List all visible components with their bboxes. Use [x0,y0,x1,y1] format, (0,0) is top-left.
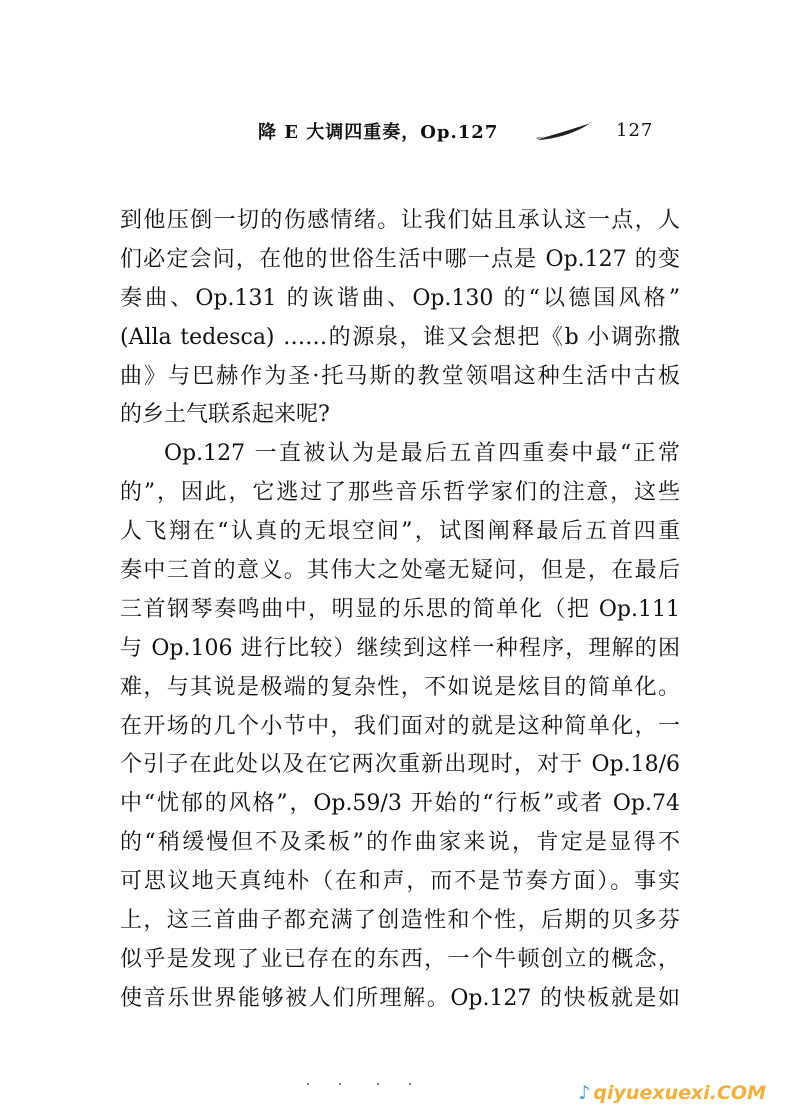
text-line: 中“忧郁的风格”，Op.59/3 开始的“行板”或者 Op.74 [120,791,680,817]
text-line: 的”，因此，它逃过了那些音乐哲学家们的注意，这些 [120,480,680,506]
running-title: 降 E 大调四重奏，Op.127 [258,122,499,143]
text-line: 们必定会问，在他的世俗生活中哪一点是 Op.127 的变 [120,246,680,272]
text-line: 奏中三首的意义。其伟大之处毫无疑问，但是，在最后 [120,558,680,584]
music-note-icon: ♪ [578,1082,591,1104]
running-header [230,118,660,148]
body-text [120,202,680,1019]
quill-ornament-icon [534,120,594,142]
text-line: 三首钢琴奏鸣曲中，明显的乐思的简单化（把 Op.111 [120,596,680,622]
text-line: 奏曲、Op.131 的诙谐曲、Op.130 的“以德国风格” [120,285,680,311]
text-line: 难，与其说是极端的复杂性，不如说是炫目的简单化。 [120,674,680,700]
text-line: Op.127 一直被认为是最后五首四重奏中最“正常 [164,441,680,467]
watermark-text: qiyuexuexi.COM [593,1082,766,1104]
text-line: 在开场的几个小节中，我们面对的就是这种简单化，一 [120,713,680,739]
text-line: 的“稍缓慢但不及柔板”的作曲家来说，肯定是显得不 [120,830,680,856]
text-line: 到他压倒一切的伤感情绪。让我们姑且承认这一点，人 [120,208,680,233]
scan-specks [300,1082,440,1086]
text-line: 的乡土气联系起来呢? [120,402,330,428]
text-line: 曲》与巴赫作为圣·托马斯的教堂领唱这种生活中古板 [120,363,680,389]
text-line: 似乎是发现了业已存在的东西，一个牛顿创立的概念， [120,946,680,972]
text-line: 使音乐世界能够被人们所理解。Op.127 的快板就是如 [120,985,680,1011]
text-line: 可思议地天真纯朴（在和声，而不是节奏方面）。事实 [120,869,680,895]
text-line: 个引子在此处以及在它两次重新出现时，对于 Op.18/6 [120,752,680,778]
text-line: 与 Op.106 进行比较）继续到这样一种程序，理解的困 [120,635,680,661]
page-number: 127 [616,120,654,141]
site-watermark [578,1082,766,1104]
text-line: (Alla tedesca) ……的源泉，谁又会想把《b 小调弥撒 [120,324,680,350]
text-line: 上，这三首曲子都充满了创造性和个性，后期的贝多芬 [120,908,680,934]
text-line: 人飞翔在“认真的无垠空间”，试图阐释最后五首四重 [120,519,680,545]
